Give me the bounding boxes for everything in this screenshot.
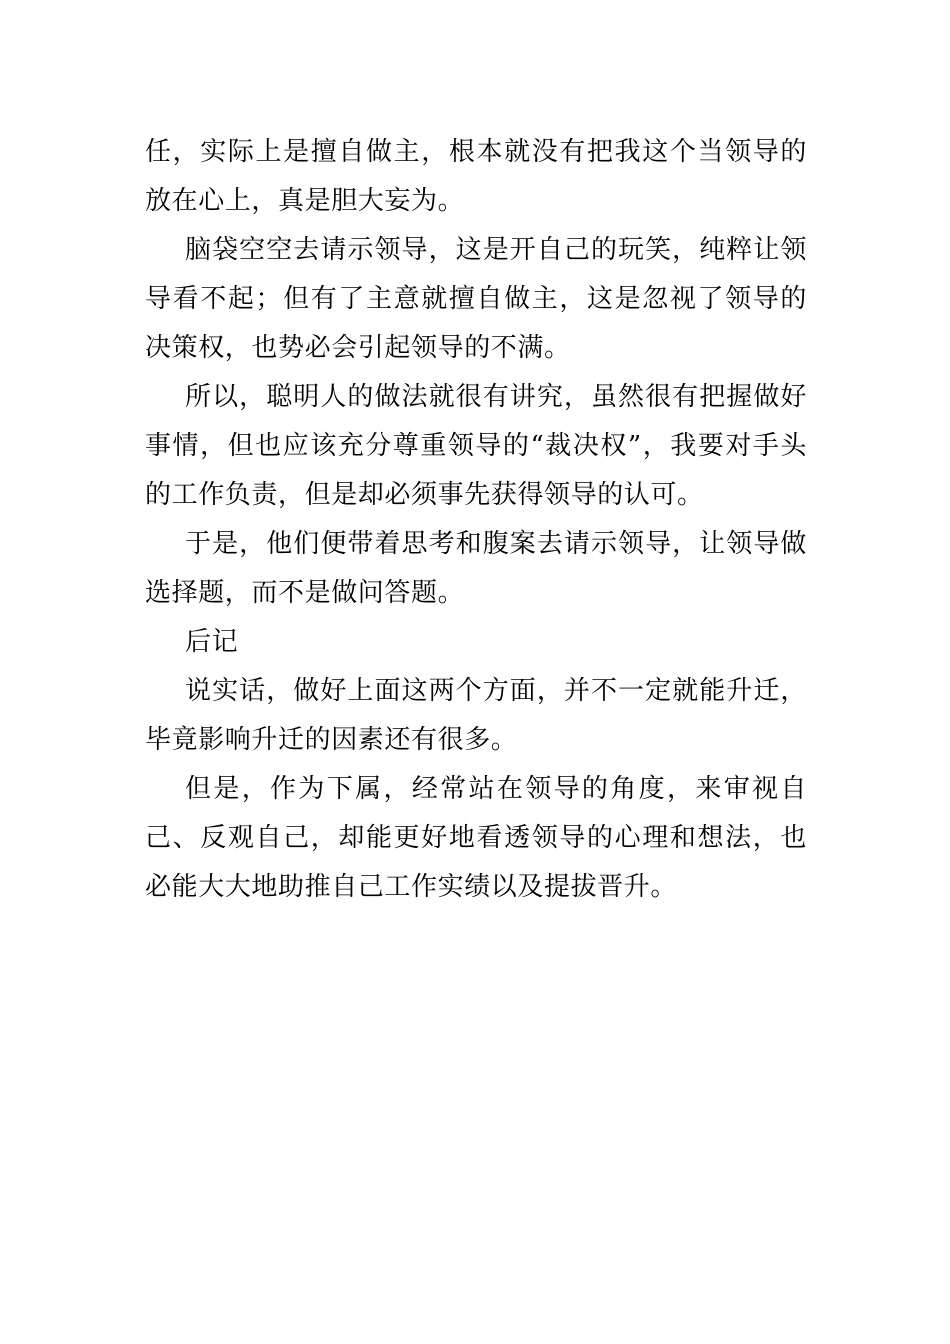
section-heading-postscript: 后记 xyxy=(185,627,239,657)
paragraph: 但是，作为下属，经常站在领导的角度，来审视自己、反观自己，却能更好地看透领导的心理和想法，也必能大大地助推自己工作实绩以及提拔晋升。 xyxy=(145,774,807,902)
paragraph: 脑袋空空去请示领导，这是开自己的玩笑，纯粹让领导看不起；但有了主意就擅自做主，这是忽视了领导的决策权，也势必会引起领导的不满。 xyxy=(145,235,807,363)
paragraph: 于是，他们便带着思考和腹案去请示领导，让领导做选择题，而不是做问答题。 xyxy=(145,529,807,608)
paragraph-continued: 任，实际上是擅自做主，根本就没有把我这个当领导的放在心上，真是胆大妄为。 xyxy=(145,137,807,216)
document-body xyxy=(145,128,807,912)
paragraph: 说实话，做好上面这两个方面，并不一定就能升迁，毕竟影响升迁的因素还有很多。 xyxy=(145,676,807,755)
paragraph: 所以，聪明人的做法就很有讲究，虽然很有把握做好事情，但也应该充分尊重领导的“裁决权”，我要对手头的工作负责，但是却必须事先获得领导的认可。 xyxy=(145,382,807,510)
